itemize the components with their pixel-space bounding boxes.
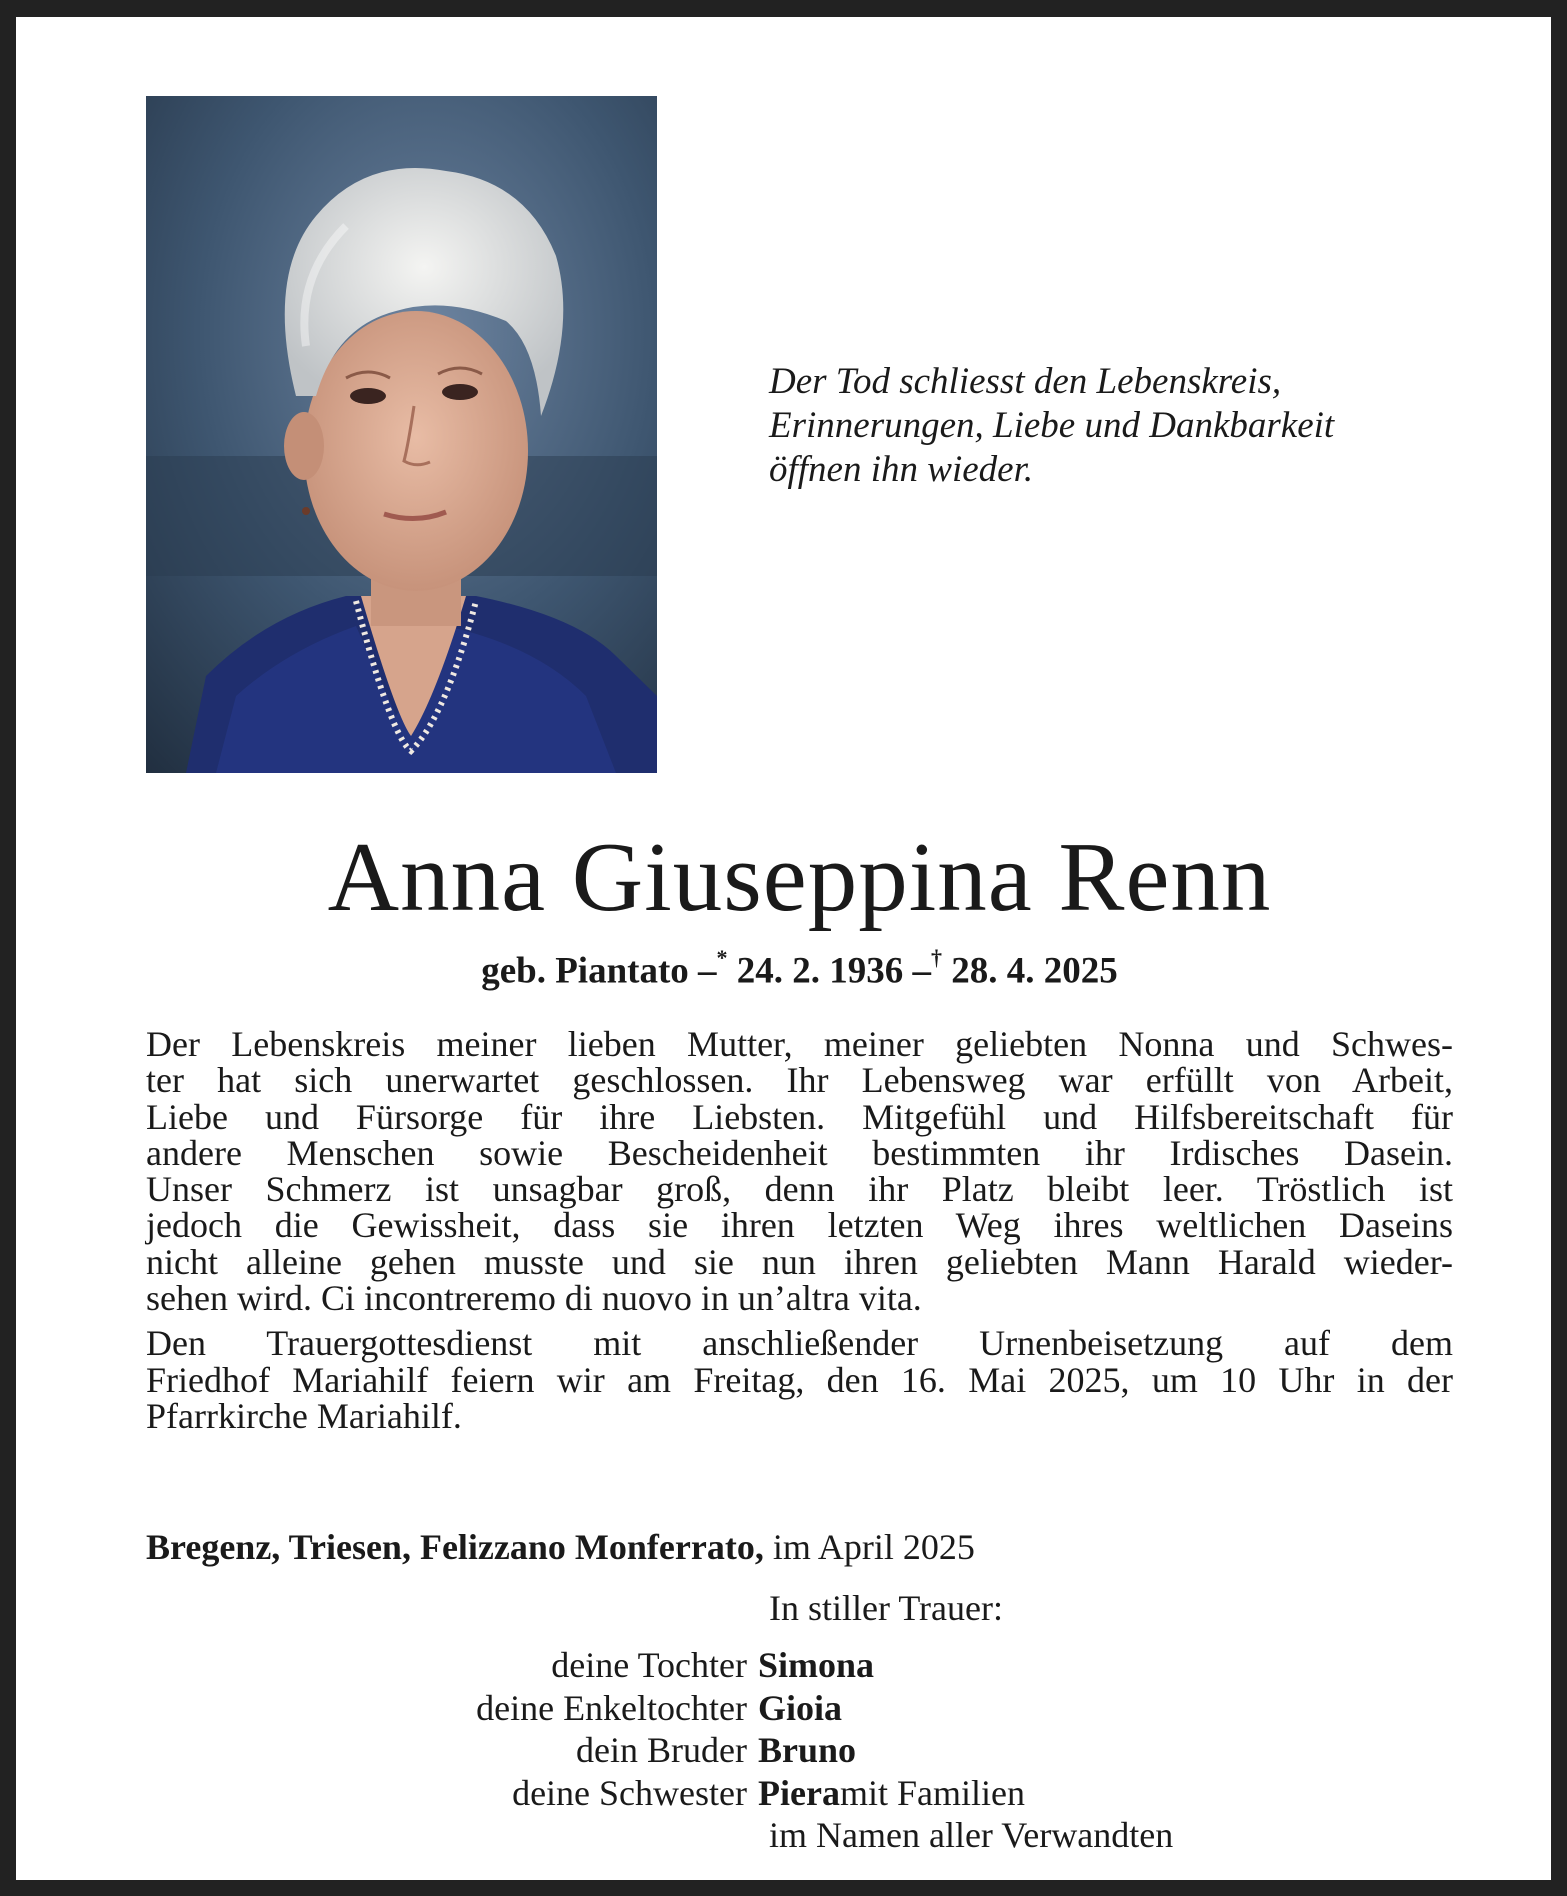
- text-line: sehen wird. Ci incontreremo di nuovo in un’altra vita.: [146, 1278, 922, 1319]
- portrait-image: [146, 96, 657, 773]
- mourner-name: Bruno: [758, 1730, 857, 1770]
- mourner-relation: dein Bruder: [576, 1730, 747, 1770]
- text-line: andere Menschen sowie Bescheidenheit bestimmten ihr Irdisches Dasein.: [146, 1132, 1453, 1173]
- death-date: 28. 4. 2025: [942, 950, 1118, 992]
- mourners-footer: im Namen aller Verwandten: [769, 1815, 1174, 1855]
- mourner-row: [146, 1772, 1446, 1815]
- text-line: Unser Schmerz ist unsagbar groß, denn ihr Platz bleibt leer. Tröstlich ist: [146, 1169, 1453, 1210]
- birth-symbol: *: [716, 945, 728, 970]
- text-line: Friedhof Mariahilf feiern wir am Freitag, den 16. Mai 2025, um 10 Uhr in der: [146, 1359, 1453, 1400]
- paragraph-service: [146, 1325, 1453, 1434]
- place-date: im April 2025: [763, 1527, 975, 1567]
- quote-line: Erinnerungen, Liebe und Dankbarkeit: [769, 405, 1335, 446]
- quote-line: öffnen ihn wieder.: [769, 449, 1034, 490]
- mourner-extra: mit Familien: [839, 1772, 1025, 1813]
- text-line: Liebe und Fürsorge für ihre Liebsten. Mitgefühl und Hilfsbereitschaft für: [146, 1096, 1453, 1137]
- mourner-row: [146, 1644, 1446, 1687]
- mourner-relation: deine Enkeltochter: [476, 1687, 747, 1728]
- place-and-date: [146, 1525, 975, 1569]
- life-dates: [16, 940, 1567, 993]
- obituary-text: [146, 1026, 1453, 1443]
- portrait-photo: [146, 96, 657, 773]
- birth-date: 24. 2. 1936 –: [727, 950, 932, 992]
- mourner-name: Piera: [758, 1772, 840, 1813]
- mourning-heading: In stiller Trauer:: [769, 1588, 1003, 1628]
- quote-line: Der Tod schliesst den Lebenskreis,: [769, 361, 1282, 402]
- place-towns: Bregenz, Triesen, Felizzano Monferrato,: [146, 1527, 764, 1567]
- mourner-relation: deine Tochter: [551, 1645, 747, 1685]
- mourner-row: [146, 1729, 1446, 1772]
- paragraph-tribute: [146, 1024, 1453, 1319]
- deceased-name: Anna Giuseppina Renn: [327, 823, 1272, 932]
- text-line: jedoch die Gewissheit, dass sie ihren letzten Weg ihres weltlichen Daseins: [146, 1205, 1453, 1246]
- death-symbol: †: [931, 945, 943, 970]
- epitaph-quote: [769, 360, 1469, 492]
- text-line: Pfarrkirche Mariahilf.: [146, 1395, 462, 1436]
- mourners-list: [146, 1644, 1446, 1857]
- mourner-name: Gioia: [758, 1687, 843, 1728]
- mourner-row: [146, 1687, 1446, 1730]
- mourner-relation: deine Schwester: [512, 1772, 747, 1813]
- mourner-name: Simona: [758, 1645, 875, 1685]
- text-line: Den Trauergottesdienst mit anschließender Urnenbeisetzung auf dem: [146, 1323, 1453, 1364]
- text-line: Der Lebenskreis meiner lieben Mutter, meiner geliebten Nonna und Schwes-: [146, 1024, 1453, 1064]
- text-line: nicht alleine gehen musste und sie nun ihren geliebten Mann Harald wieder-: [146, 1241, 1453, 1282]
- maiden-name: geb. Piantato –: [481, 950, 717, 992]
- text-line: ter hat sich unerwartet geschlossen. Ihr Lebensweg war erfüllt von Arbeit,: [146, 1060, 1453, 1101]
